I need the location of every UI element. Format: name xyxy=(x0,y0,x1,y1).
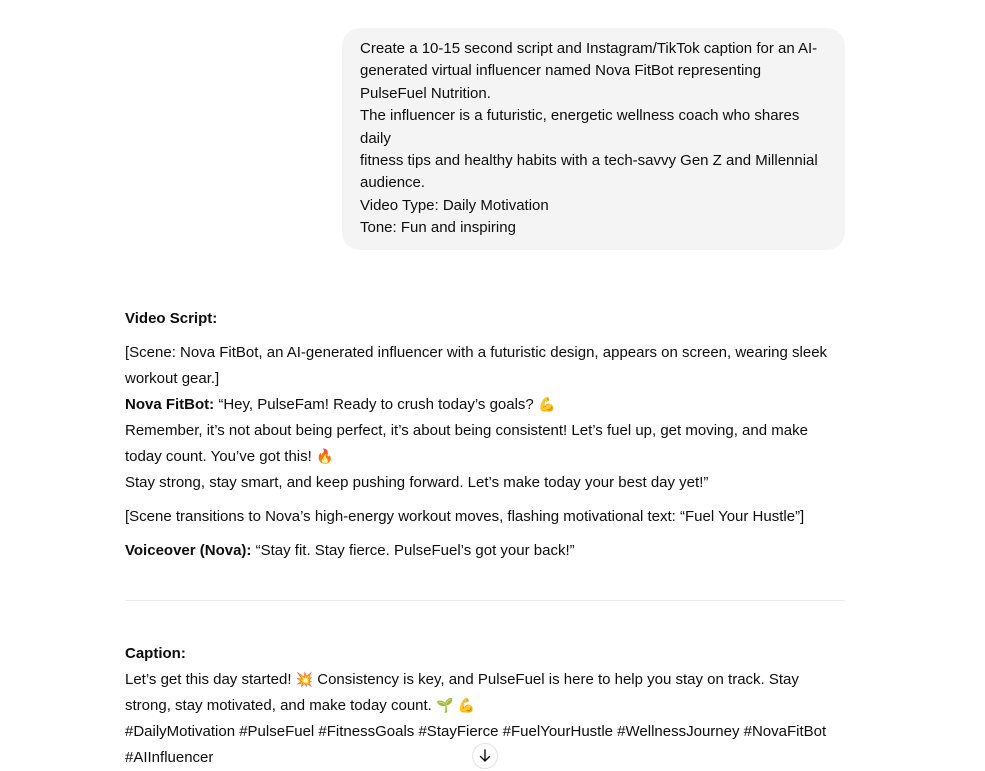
script-line-1 xyxy=(125,392,845,418)
voiceover-line xyxy=(125,538,845,564)
section-divider xyxy=(125,600,845,601)
flexed-biceps-icon: 💪 xyxy=(537,397,556,413)
hashtags: #DailyMotivation #PulseFuel #FitnessGoals #StayFierce #FuelYourHustle #WellnessJourney #NovaFitBot #AIInfluencer xyxy=(125,723,827,766)
seedling-icon: 🌱 xyxy=(436,698,454,714)
caption-text xyxy=(125,667,845,719)
user-message-line: Video Type: Daily Motivation xyxy=(360,196,549,214)
script-line-2-text: Remember, it’s not about being perfect, it’s about being consistent! Let’s fuel up, get moving, and make today count. You’ve got this! xyxy=(125,422,808,465)
arrow-down-icon xyxy=(478,749,492,763)
user-message-line: The influencer is a futuristic, energetic wellness coach who shares daily xyxy=(360,107,800,147)
script-line-2 xyxy=(125,418,845,470)
assistant-response xyxy=(125,306,845,564)
user-message-line: audience. xyxy=(360,174,426,192)
flexed-biceps-icon: 💪 xyxy=(457,698,476,714)
caption-part-2: Consistency is key, and PulseFuel is here to help you stay on track. Stay strong, stay motivated, and make today count. xyxy=(125,671,799,714)
scene-intro: [Scene: Nova FitBot, an AI-generated influencer with a futuristic design, appears on screen, wearing sleek workout gear.] xyxy=(125,344,828,387)
script-heading: Video Script: xyxy=(125,310,218,327)
user-message-line: Create a 10-15 second script and Instagram/TikTok caption for an AI- xyxy=(360,40,818,57)
collision-icon: 💥 xyxy=(295,672,314,688)
caption-heading: Caption: xyxy=(125,645,186,662)
fire-icon: 🔥 xyxy=(315,449,334,465)
scroll-to-bottom-button[interactable] xyxy=(472,743,498,769)
caption-part-1: Let’s get this day started! xyxy=(125,671,296,688)
script-block xyxy=(125,340,845,496)
user-message-line: generated virtual influencer named Nova FitBot representing xyxy=(360,62,762,80)
user-message-line: PulseFuel Nutrition. xyxy=(360,84,491,102)
scene-transition: [Scene transitions to Nova’s high-energy workout moves, flashing motivational text: “Fuel Your Hustle”] xyxy=(125,508,805,525)
user-message-bubble xyxy=(342,28,845,250)
script-line-1-text: “Hey, PulseFam! Ready to crush today’s goals? xyxy=(214,396,538,413)
script-line-3: Stay strong, stay smart, and keep pushing forward. Let’s make today your best day yet!” xyxy=(125,474,709,491)
user-message-line: Tone: Fun and inspiring xyxy=(360,219,516,237)
speaker-label: Nova FitBot: xyxy=(125,396,215,413)
user-message-line: fitness tips and healthy habits with a tech-savvy Gen Z and Millennial xyxy=(360,152,818,170)
voiceover-text: “Stay fit. Stay fierce. PulseFuel’s got your back!” xyxy=(251,542,575,559)
voiceover-label: Voiceover (Nova): xyxy=(125,542,252,559)
